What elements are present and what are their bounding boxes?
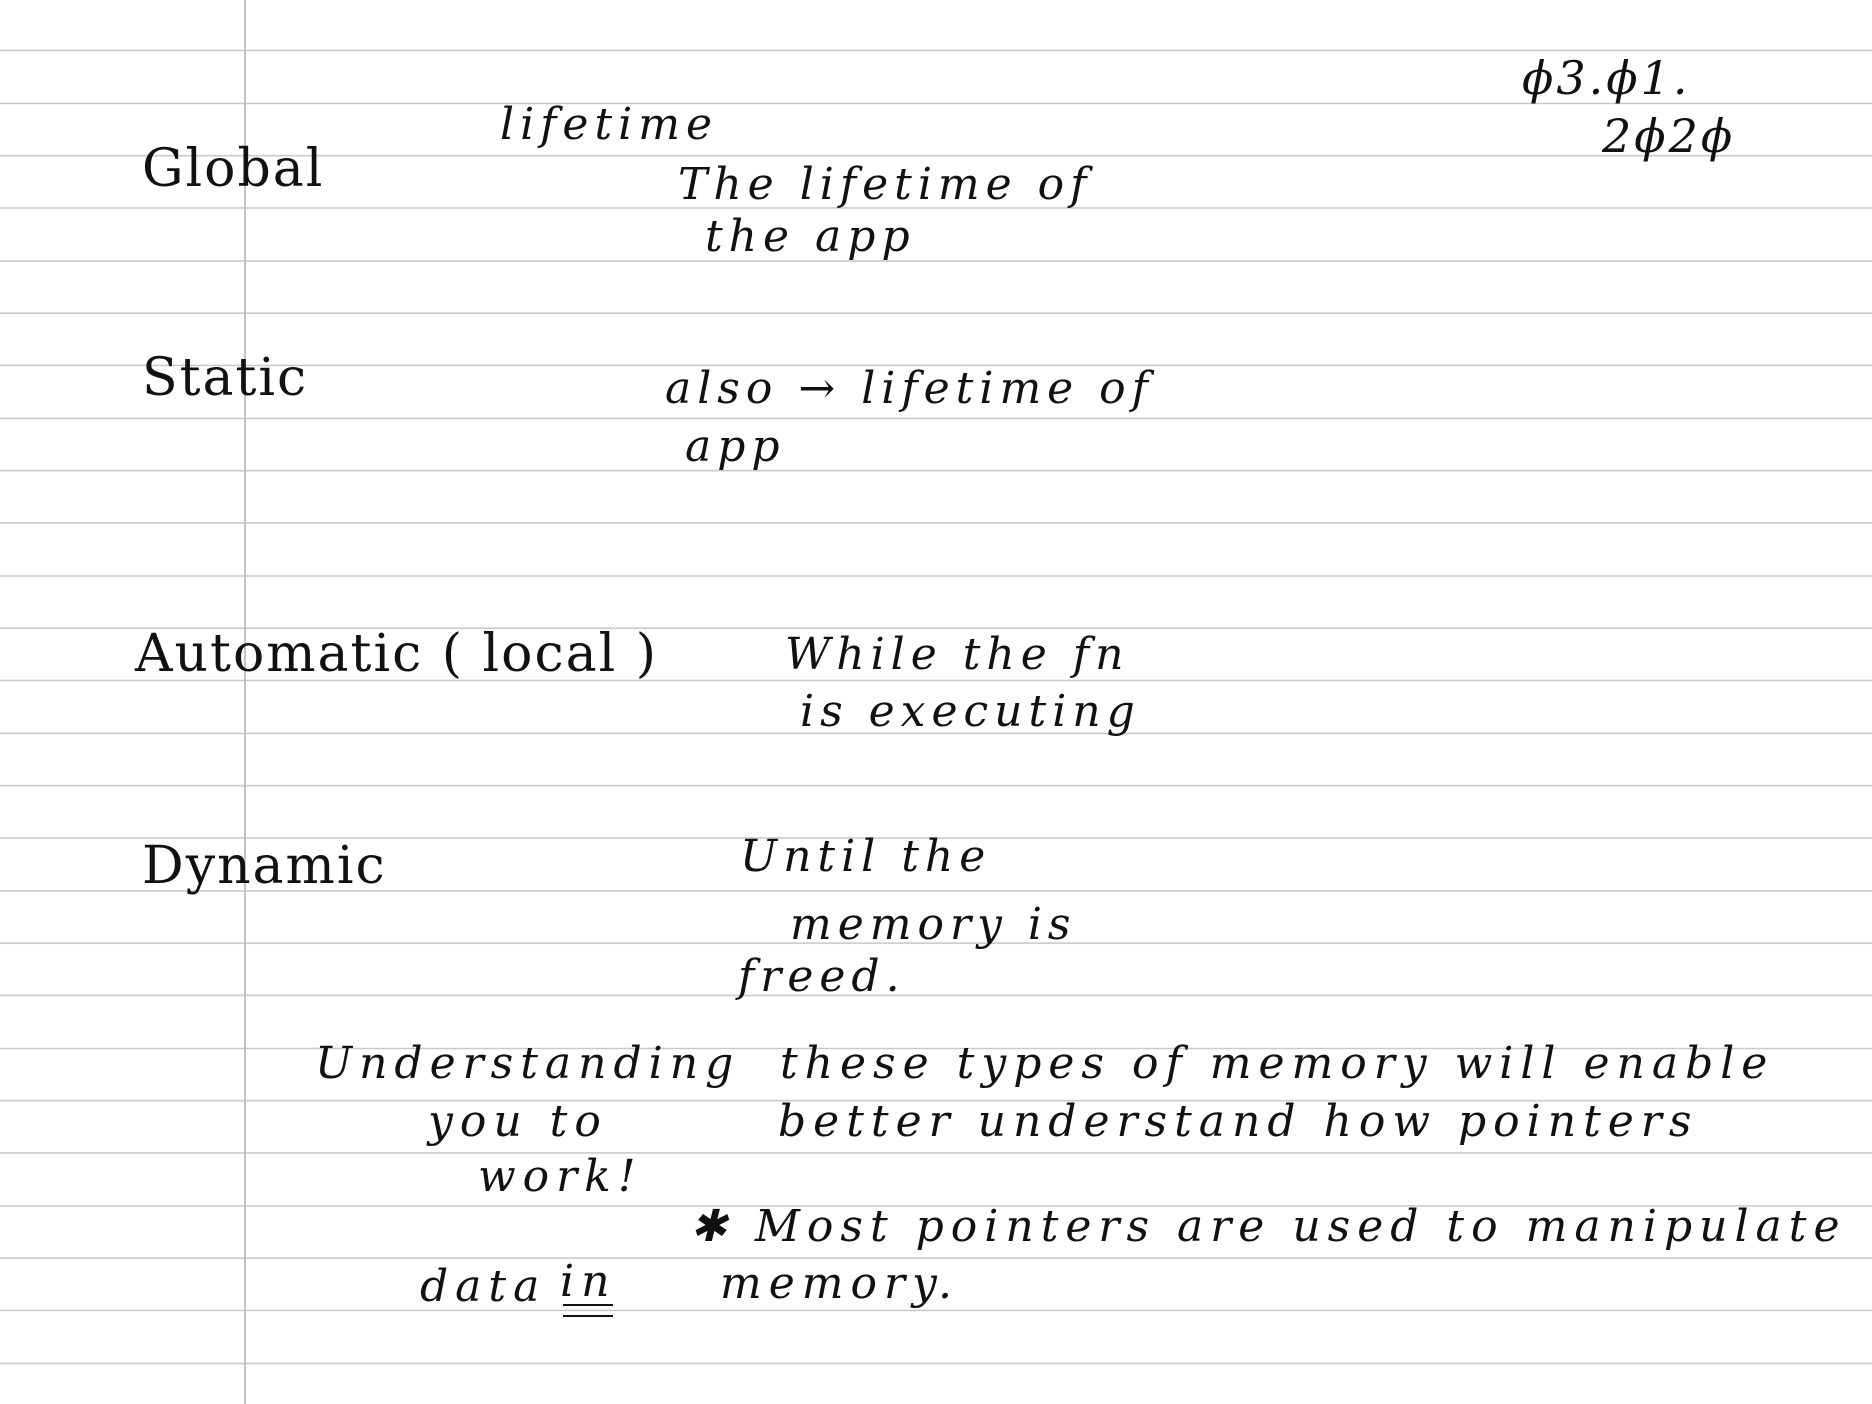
desc-global-2: the app (705, 211, 916, 262)
desc-static-2: app (685, 421, 786, 472)
margin-line (244, 0, 246, 1404)
note-understanding-3: work! (478, 1151, 643, 1202)
term-automatic: Automatic ( local ) (135, 624, 659, 684)
in-double-underline (563, 1304, 613, 1317)
term-static: Static (142, 348, 309, 408)
date-line-1: ϕ3.ϕ1. (1522, 51, 1691, 105)
lifetime-heading: lifetime (500, 99, 718, 150)
desc-dynamic-2: memory is (790, 899, 1077, 950)
desc-automatic-1: While the fn (785, 629, 1130, 680)
note-understanding-2b: better understand how pointers (778, 1096, 1699, 1147)
note-pointers-in: in (560, 1256, 617, 1307)
desc-static-1: also → lifetime of (665, 363, 1154, 414)
desc-dynamic-3: freed. (738, 951, 906, 1002)
note-pointers-data: data (420, 1261, 547, 1312)
term-global: Global (142, 139, 325, 199)
term-dynamic: Dynamic (142, 836, 387, 896)
desc-automatic-2: is executing (800, 686, 1141, 737)
date-line-2: 2ϕ2ϕ (1602, 109, 1736, 163)
note-understanding-1b: these types of memory will enable (780, 1038, 1775, 1089)
desc-global-1: The lifetime of (678, 159, 1093, 210)
note-pointers-1: ✱ Most pointers are used to manipulate (690, 1201, 1847, 1252)
note-understanding-1a: Understanding (315, 1038, 741, 1089)
note-pointers-memory: memory. (720, 1258, 960, 1309)
note-understanding-2a: you to (428, 1096, 608, 1147)
desc-dynamic-1: Until the (740, 831, 992, 882)
